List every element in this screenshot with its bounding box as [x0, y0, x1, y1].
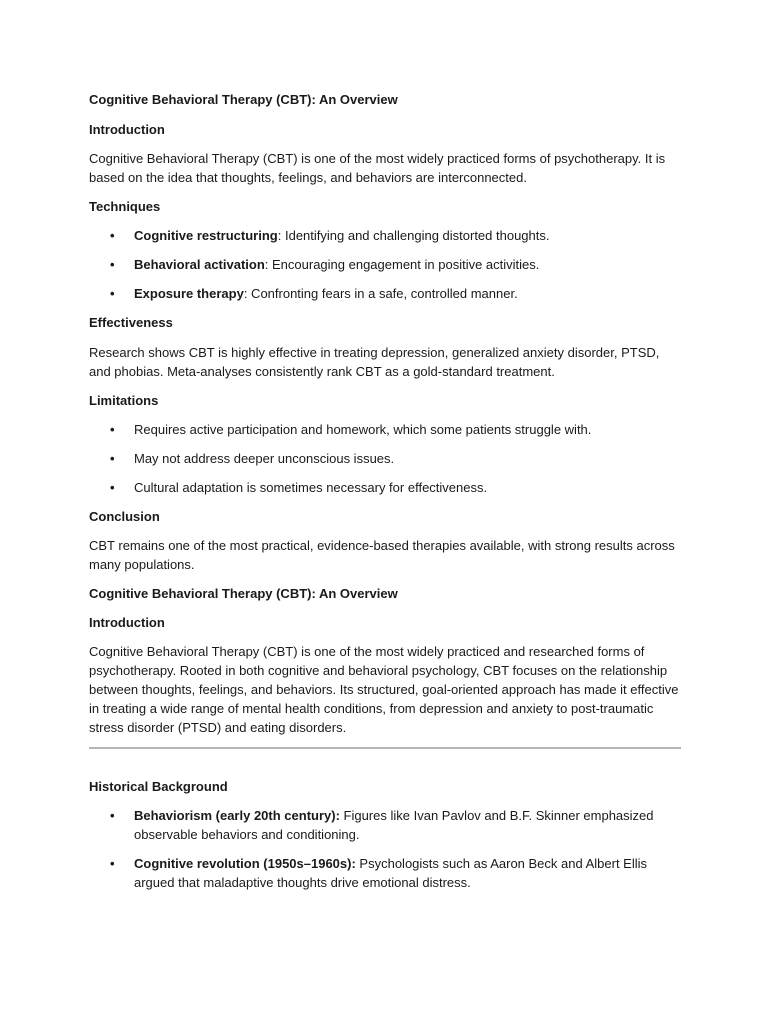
list-item-text: : Encouraging engagement in positive activities.	[264, 257, 540, 272]
list-item-text: : Identifying and challenging distorted thoughts.	[277, 228, 550, 243]
intro-paragraph-extended: Cognitive Behavioral Therapy (CBT) is one of the most widely practiced and researched forms of psychotherapy. Rooted in both cognitive and behavioral psychology, CBT focuses on the relationship between thoughts, feelings, and behaviors. Its structured, goal-oriented approach has made it effective in treating a wide range of mental health conditions, from depression and anxiety to post-traumatic stress disorder (PTSD) and eating disorders.	[89, 644, 679, 735]
list-item: • Cultural adaptation is sometimes necessary for effectiveness.	[89, 478, 681, 497]
limitations-list	[89, 420, 681, 497]
document-body	[89, 90, 681, 892]
list-item-text: Figures like Ivan Pavlov and B.F. Skinner emphasized observable behaviors and conditioning.	[134, 808, 654, 842]
list-item-term: Cognitive revolution (1950s–1960s):	[134, 856, 356, 871]
heading-techniques: Techniques	[89, 199, 161, 214]
list-item	[89, 806, 681, 844]
document-title-repeat: Cognitive Behavioral Therapy (CBT): An Overview	[89, 586, 398, 601]
heading-effectiveness: Effectiveness	[89, 315, 173, 330]
intro-paragraph: Cognitive Behavioral Therapy (CBT) is one of the most widely practiced forms of psychotherapy. It is based on the idea that thoughts, feelings, and behaviors are interconnected.	[89, 151, 666, 185]
heading-conclusion: Conclusion	[89, 509, 160, 524]
list-item	[89, 226, 681, 245]
horizontal-divider	[89, 747, 681, 749]
conclusion-paragraph: CBT remains one of the most practical, evidence-based therapies available, with strong results across many populations.	[89, 538, 675, 572]
heading-introduction: Introduction	[89, 122, 165, 137]
list-item-term: Exposure therapy	[134, 286, 244, 301]
effectiveness-paragraph: Research shows CBT is highly effective in treating depression, generalized anxiety disorder, PTSD, and phobias. Meta-analyses consistently rank CBT as a gold-standard treatment.	[89, 345, 660, 379]
list-item: • May not address deeper unconscious issues.	[89, 449, 681, 468]
heading-introduction-repeat: Introduction	[89, 615, 165, 630]
list-item	[89, 255, 681, 274]
list-item	[89, 854, 681, 892]
list-item-term: Behavioral activation	[134, 257, 265, 272]
heading-historical-background: Historical Background	[89, 779, 228, 794]
list-item-text: : Confronting fears in a safe, controlled manner.	[243, 286, 518, 301]
list-item-term: Behaviorism (early 20th century):	[134, 808, 340, 823]
history-list	[89, 806, 681, 892]
heading-limitations: Limitations	[89, 393, 159, 408]
list-item	[89, 284, 681, 303]
list-item: • Requires active participation and homework, which some patients struggle with.	[89, 420, 681, 439]
list-item-text: Psychologists such as Aaron Beck and Albert Ellis argued that maladaptive thoughts drive emotional distress.	[134, 856, 648, 890]
list-item-term: Cognitive restructuring	[134, 228, 278, 243]
document-title: Cognitive Behavioral Therapy (CBT): An Overview	[89, 92, 398, 107]
techniques-list	[89, 226, 681, 303]
